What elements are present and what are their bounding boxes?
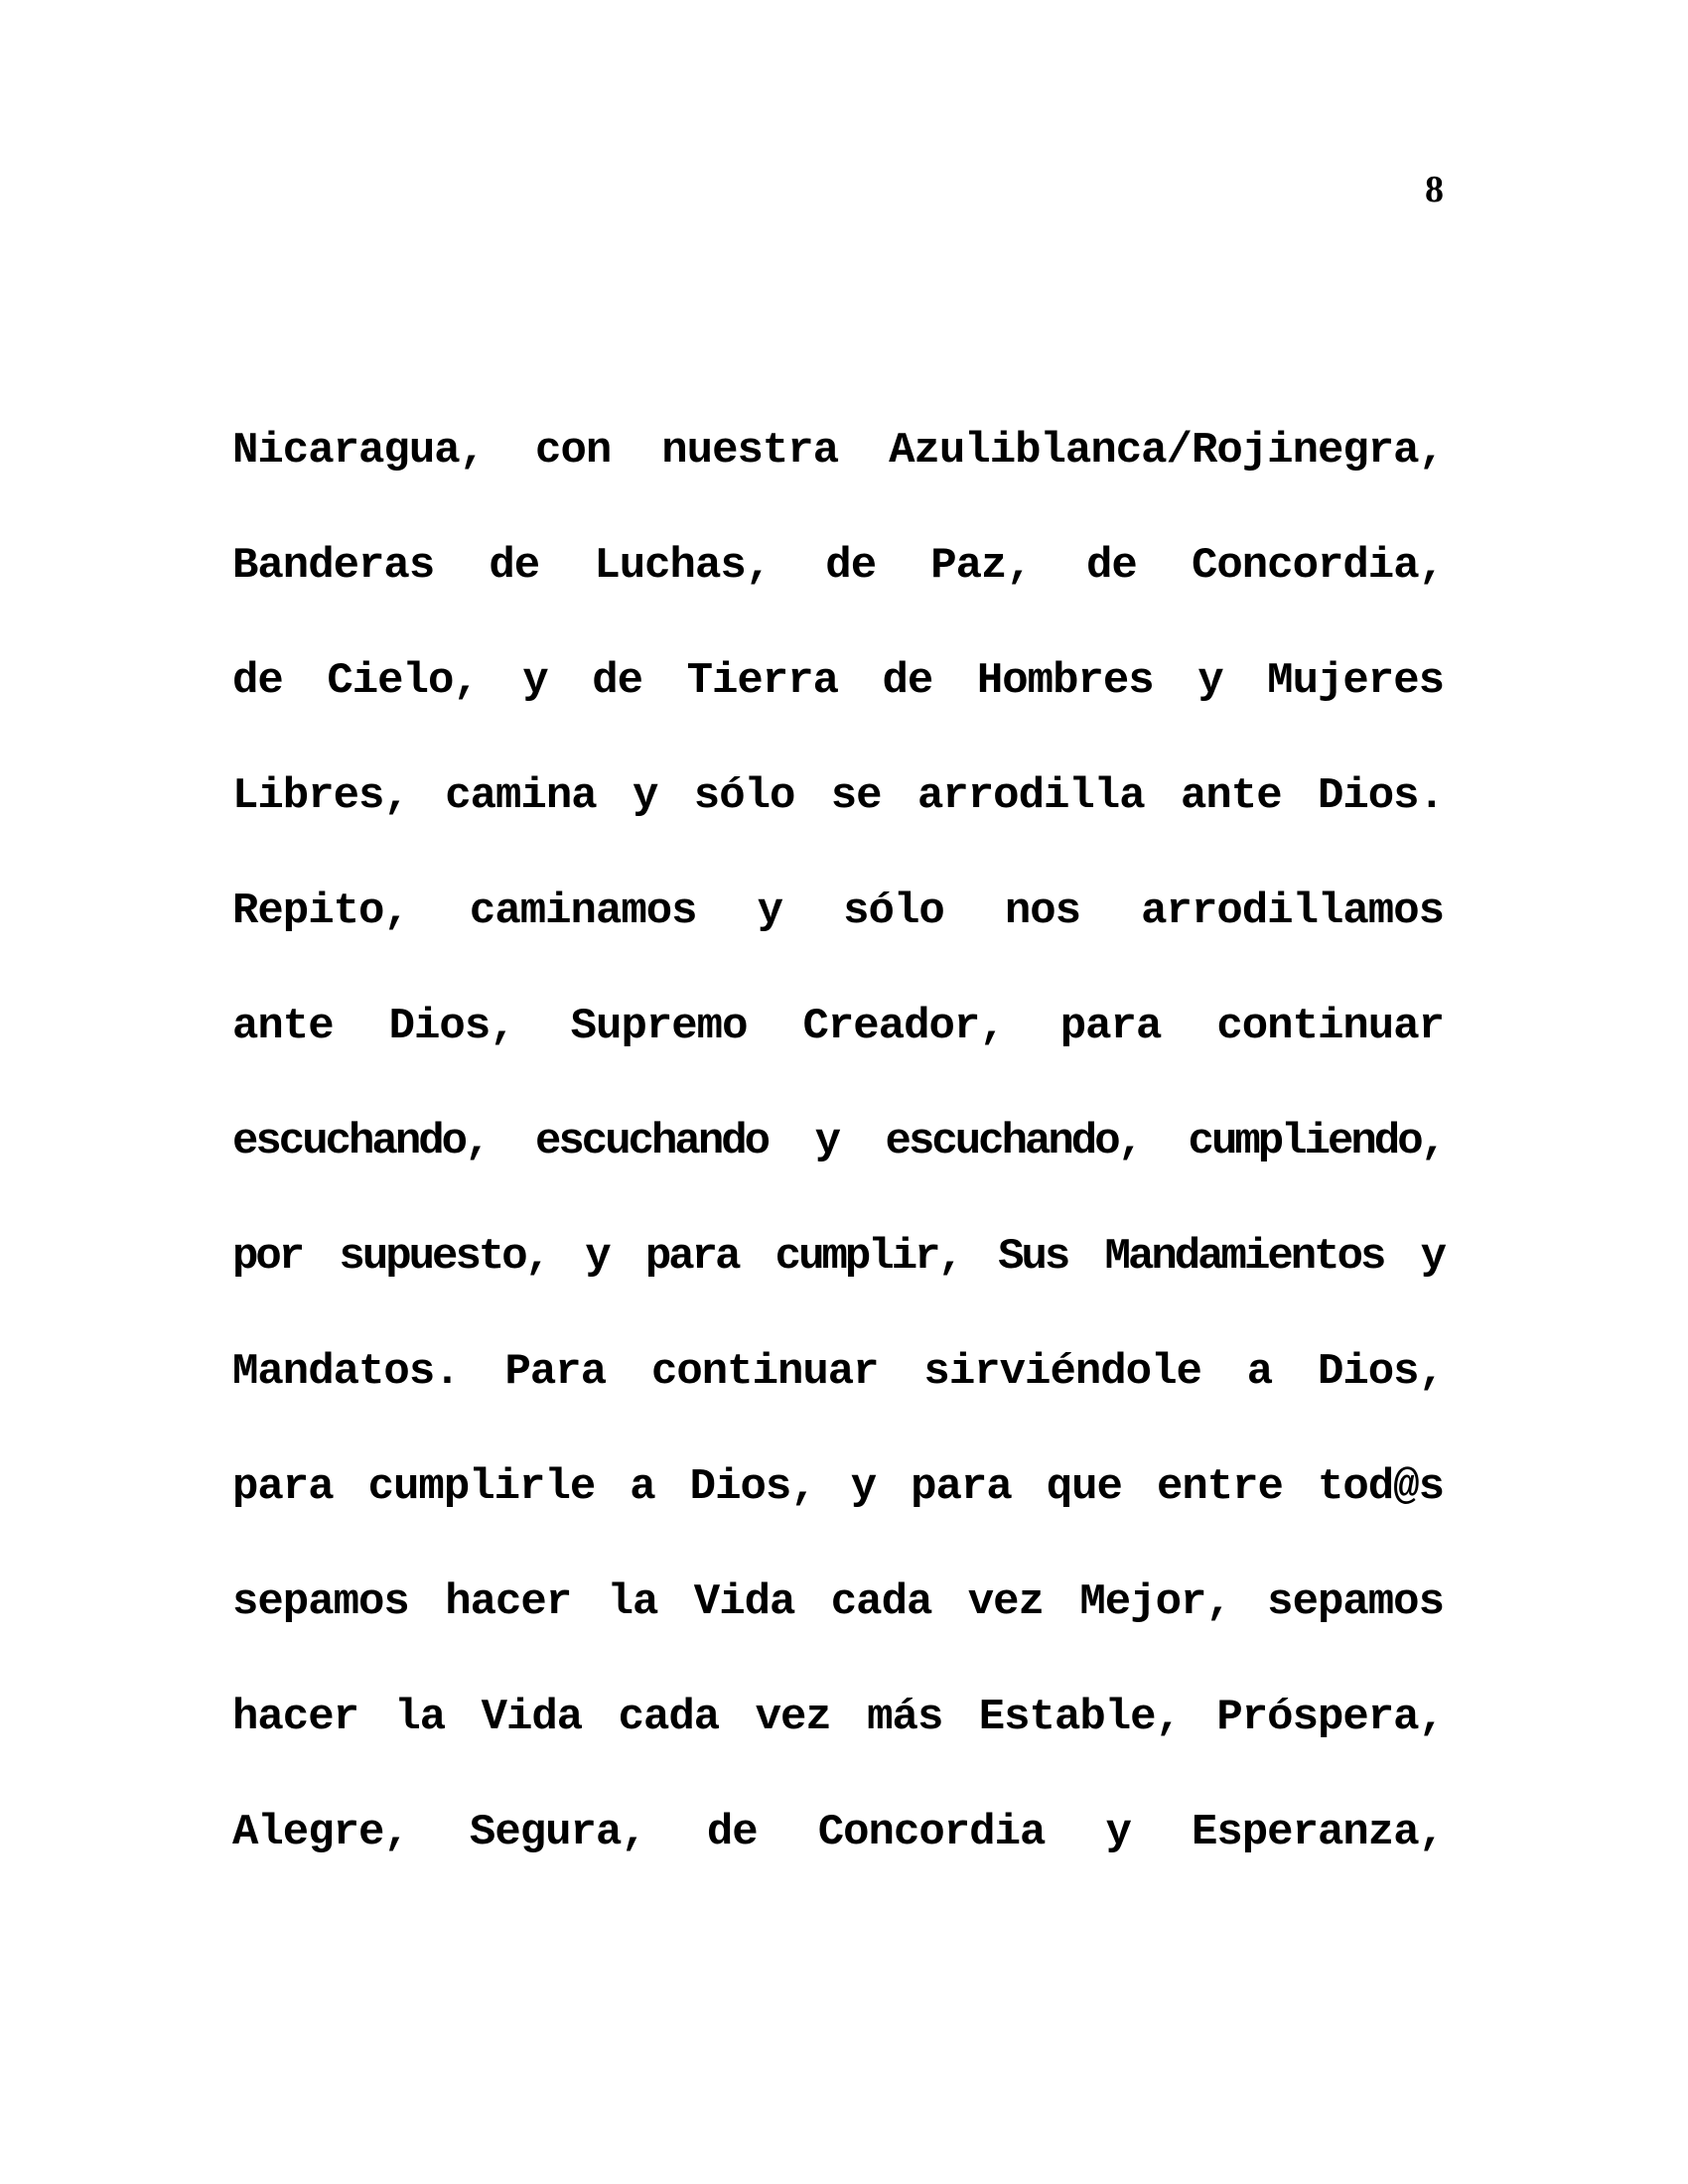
text-line: Libres, camina y sólo se arrodilla ante Dios. bbox=[232, 771, 1444, 821]
body-text bbox=[232, 421, 1444, 1918]
text-line: para cumplirle a Dios, y para que entre tod@s bbox=[232, 1462, 1444, 1512]
text-line: Mandatos. Para continuar sirviéndole a Dios, bbox=[232, 1347, 1444, 1397]
text-line: Nicaragua, con nuestra Azuliblanca/Rojinegra, bbox=[232, 426, 1444, 476]
text-line: ante Dios, Supremo Creador, para continuar bbox=[232, 1002, 1444, 1051]
text-line: escuchando, escuchando y escuchando, cumpliendo, bbox=[232, 1117, 1444, 1166]
page-number: 8 bbox=[1425, 169, 1444, 210]
text-line: Repito, caminamos y sólo nos arrodillamos bbox=[232, 887, 1444, 936]
text-line: Alegre, Segura, de Concordia y Esperanza, bbox=[232, 1808, 1444, 1857]
text-line: sepamos hacer la Vida cada vez Mejor, sepamos bbox=[232, 1577, 1444, 1627]
text-line: de Cielo, y de Tierra de Hombres y Mujeres bbox=[232, 656, 1444, 706]
text-line: Banderas de Luchas, de Paz, de Concordia, bbox=[232, 541, 1444, 591]
text-line: por supuesto, y para cumplir, Sus Mandamientos y bbox=[232, 1232, 1444, 1282]
text-line: hacer la Vida cada vez más Estable, Próspera, bbox=[232, 1693, 1444, 1742]
